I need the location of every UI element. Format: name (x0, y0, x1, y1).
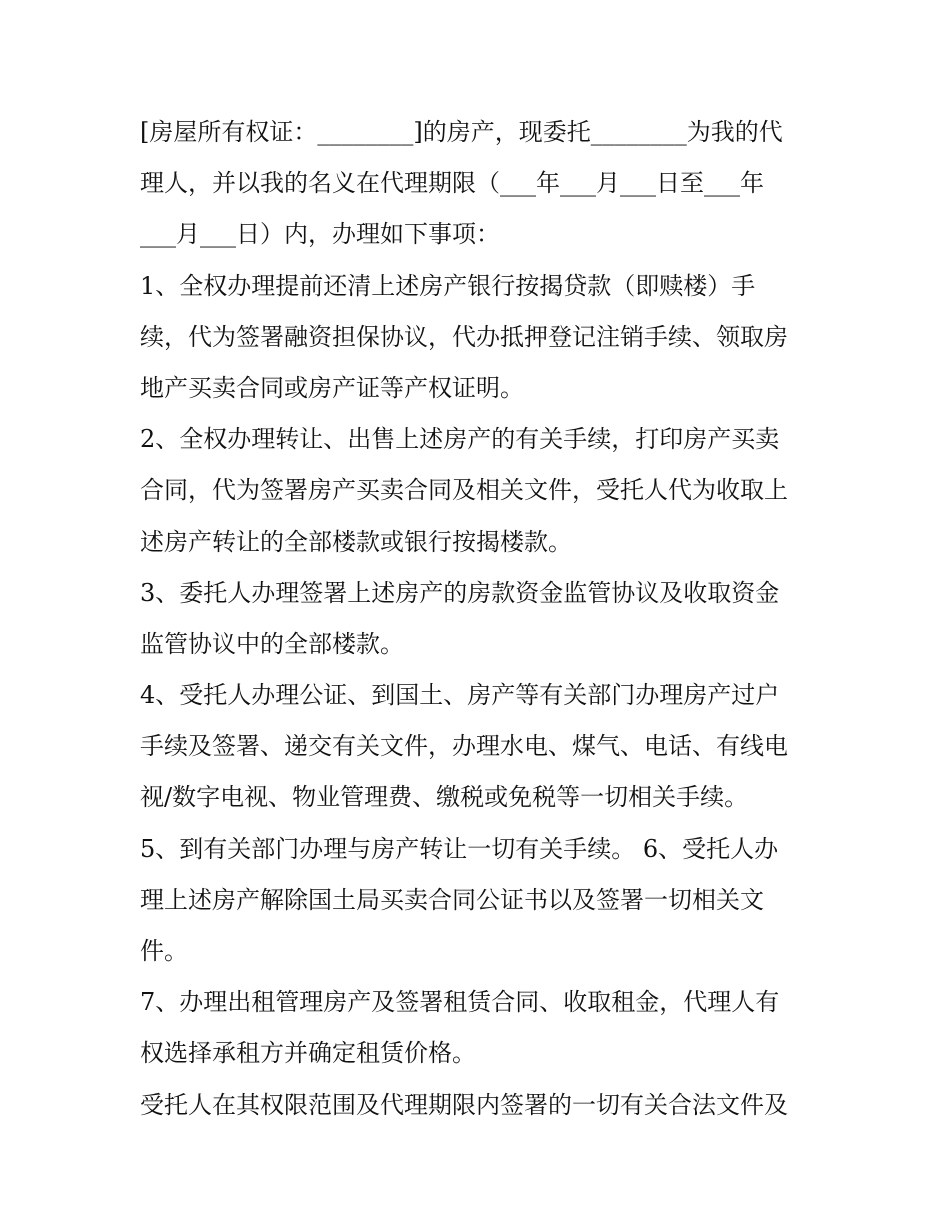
text-line: 合同，代为签署房产买卖合同及相关文件，受托人代为收取上 (140, 476, 788, 505)
text-line: ___月___日）内，办理如下事项： (140, 220, 500, 249)
text-line: 手续及签署、递交有关文件，办理水电、煤气、电话、有线电 (140, 732, 788, 761)
text-line: 件。 (140, 937, 188, 965)
text-line: 5、到有关部门办理与房产转让一切有关手续。 6、受托人办 (140, 834, 779, 863)
text-line: 3、委托人办理签署上述房产的房款资金监管协议及收取资金 (140, 578, 780, 607)
text-line: [房屋所有权证：________]的房产，现委托________为我的代 (140, 118, 783, 146)
document-body (140, 107, 830, 1131)
text-line: 4、受托人办理公证、到国土、房产等有关部门办理房产过户 (140, 681, 780, 710)
text-line: 监管协议中的全部楼款。 (140, 629, 404, 658)
text-line: 权选择承租方并确定租赁价格。 (140, 1039, 476, 1068)
text-line: 述房产转让的全部楼款或银行按揭楼款。 (140, 527, 572, 556)
text-line: 理人，并以我的名义在代理期限（___年___月___日至___年 (140, 169, 764, 198)
text-line: 地产买卖合同或房产证等产权证明。 (140, 373, 524, 402)
text-line: 续，代为签署融资担保协议，代办抵押登记注销手续、领取房 (140, 322, 788, 351)
text-line: 视/数字电视、物业管理费、缴税或免税等一切相关手续。 (140, 783, 749, 812)
text-line: 理上述房产解除国土局买卖合同公证书以及签署一切相关文 (140, 885, 764, 914)
text-line: 7、办理出租管理房产及签署租赁合同、收取租金，代理人有 (140, 988, 780, 1017)
text-line: 1、全权办理提前还清上述房产银行按揭贷款（即赎楼）手 (140, 271, 756, 300)
text-line: 2、全权办理转让、出售上述房产的有关手续，打印房产买卖 (140, 425, 780, 454)
text-line: 受托人在其权限范围及代理期限内签署的一切有关合法文件及 (140, 1090, 788, 1119)
